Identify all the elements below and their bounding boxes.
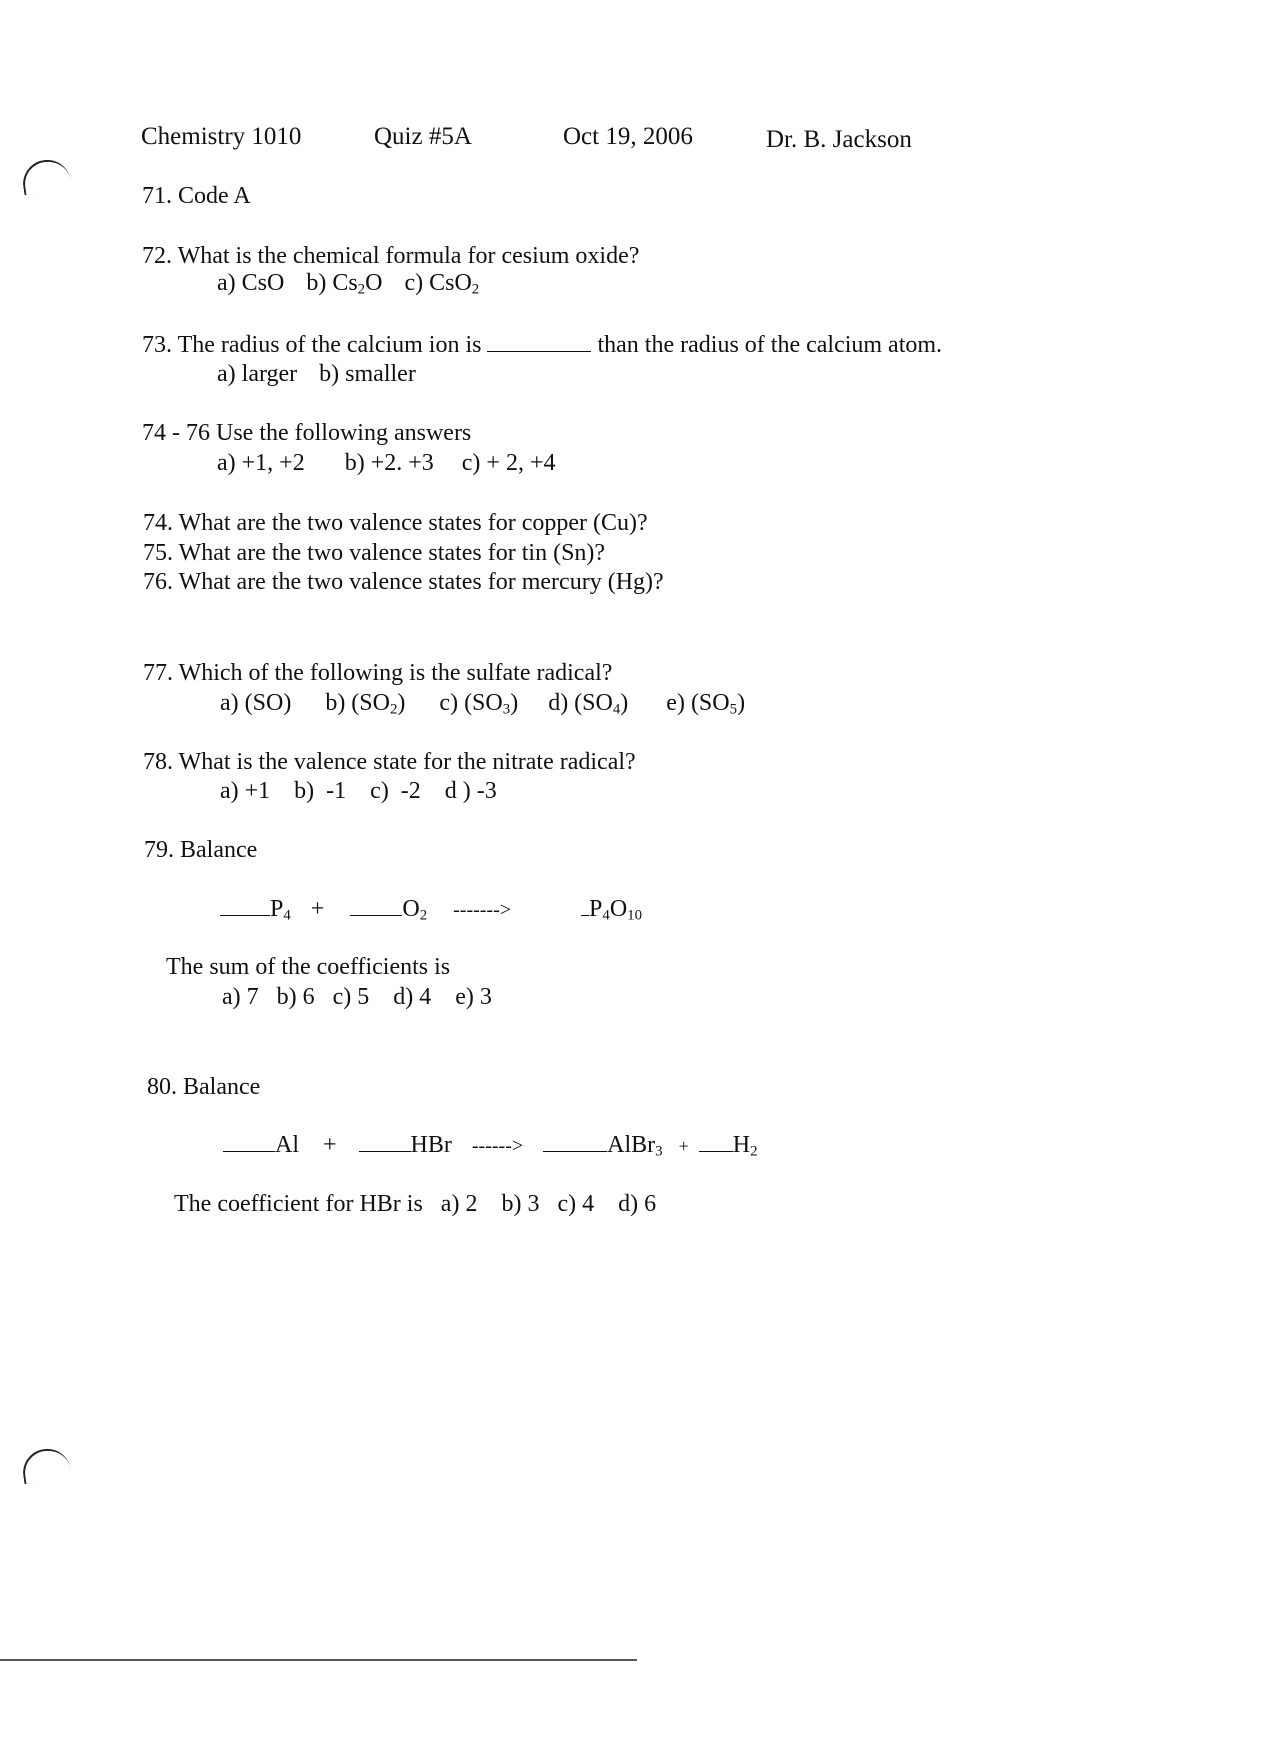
question-72-options (217, 270, 480, 298)
question-73-options (217, 362, 416, 386)
q79-blank-3 (581, 915, 589, 916)
q79-blank-1 (220, 915, 270, 916)
question-72: 72. What is the chemical formula for cesium oxide? (142, 243, 640, 269)
questions-74-76-options (217, 451, 556, 475)
question-80: 80. Balance (147, 1074, 261, 1100)
q77-option-d: d) $(SO_4)$ (548, 690, 629, 718)
q74-76-option-a: a) +1, +2 (217, 450, 305, 476)
q73-option-b: b) smaller (319, 361, 416, 387)
question-79-options: a) 7 b) 6 c) 5 d) 4 e) 3 (222, 984, 492, 1010)
question-76: 76. What are the two valence states for mercury (Hg)? (143, 569, 664, 595)
bottom-divider (0, 1659, 637, 1661)
q80-question: The coefficient for HBr is a) 2 b) 3 c) 4 d) 6 (174, 1191, 657, 1217)
question-73: 73. The radius of the calcium ion is than the radius of the calcium atom. (142, 332, 943, 358)
quiz-label: Quiz #5A (374, 123, 472, 150)
margin-mark-top (20, 157, 72, 195)
question-77-options (220, 690, 746, 718)
q80-blank-1 (223, 1151, 275, 1152)
q79-arrow: -------> (453, 899, 512, 921)
question-79: 79. Balance (144, 837, 258, 863)
q77-option-a: a) (SO) (220, 690, 292, 716)
q79-equation: $P_4 + O_2$ -------> $P_4O_{10}$ (220, 897, 642, 921)
question-78: 78. What is the valence state for the nitrate radical? (143, 749, 636, 775)
question-74: 74. What are the two valence states for copper (Cu)? (143, 510, 648, 536)
q79-blank-2 (350, 915, 402, 916)
q72-option-b: b) $Cs_2O$ (306, 270, 383, 298)
question-71: 71. Code A (142, 183, 251, 209)
q74-76-option-b: b) +2. +3 (344, 450, 434, 476)
q79-sum-text: The sum of the coefficients is (166, 954, 451, 980)
question-77: 77. Which of the following is the sulfate radical? (143, 660, 613, 686)
q72-option-a: a) CsO (217, 270, 285, 296)
q77-option-b: b) $(SO_2)$ (325, 690, 406, 718)
q74-76-option-c: c) + 2, +4 (461, 450, 556, 476)
q73-answer-blank (487, 351, 591, 352)
q72-option-c: c) CsO$_2$ (404, 270, 480, 298)
q80-blank-4 (699, 1151, 733, 1152)
q80-blank-3 (543, 1151, 607, 1152)
questions-74-76-intro: 74 - 76 Use the following answers (142, 420, 472, 446)
question-78-options: a) +1 b) -1 c) -2 d ) -3 (220, 778, 497, 804)
q77-option-e: e) $(SO_5)$ (666, 690, 746, 718)
question-75: 75. What are the two valence states for tin (Sn)? (143, 540, 606, 566)
q80-arrow: ------> (471, 1135, 524, 1157)
q80-equation: Al + HBr ------> AlBr$_3$ + $H_2$ (223, 1133, 758, 1157)
q77-option-c: c) $(SO_3)$ (439, 690, 519, 718)
q80-blank-2 (359, 1151, 411, 1152)
quiz-date: Oct 19, 2006 (563, 123, 693, 150)
course-title: Chemistry 1010 (141, 123, 302, 150)
q73-option-a: a) larger (217, 361, 298, 387)
margin-mark-bottom (20, 1446, 72, 1484)
instructor-name: Dr. B. Jackson (766, 126, 912, 153)
